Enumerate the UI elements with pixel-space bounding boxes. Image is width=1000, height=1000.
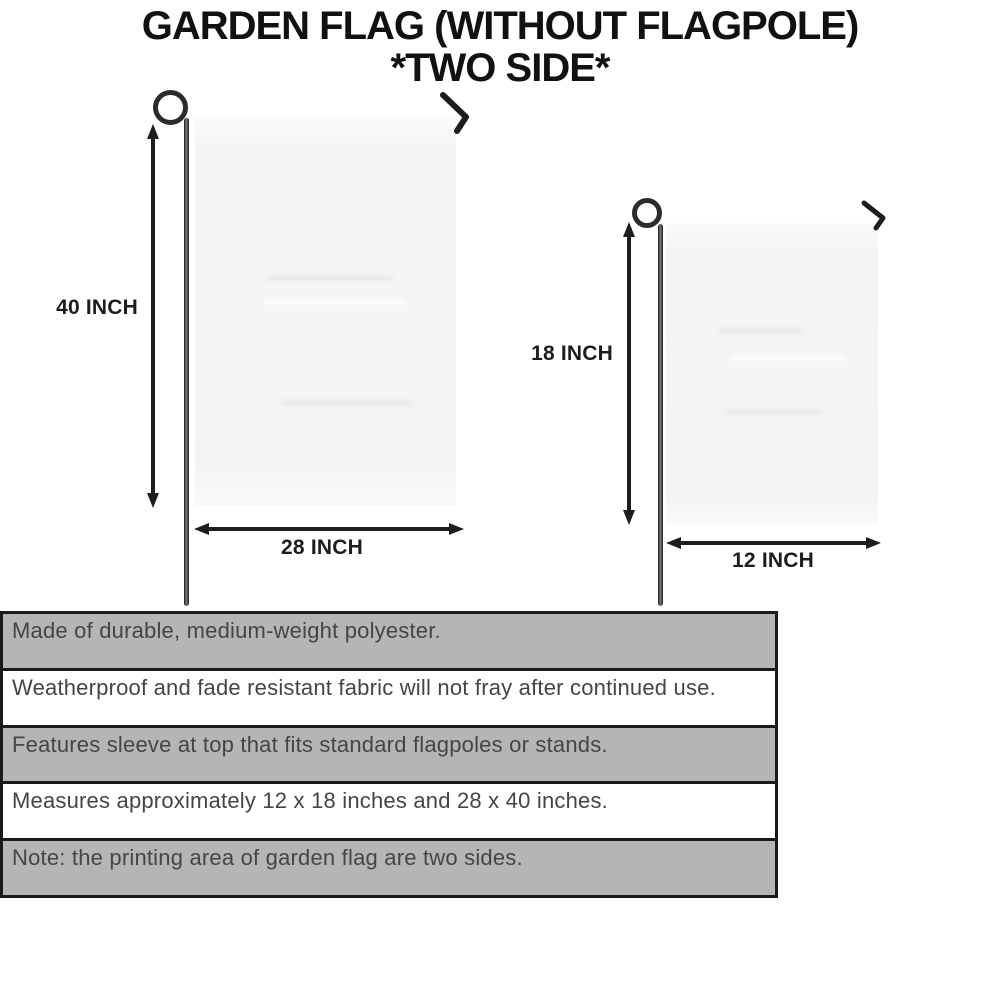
small-flag-fabric	[666, 223, 878, 525]
small-flag-pole	[658, 224, 663, 606]
small-flag-width-label: 12 INCH	[732, 549, 814, 572]
small-flag-width-arrow	[666, 537, 881, 549]
large-flag-width-arrow	[194, 523, 464, 535]
large-flag-width-label: 28 INCH	[281, 536, 363, 559]
small-flag-height-label: 18 INCH	[531, 342, 613, 365]
large-flag-height-label: 40 INCH	[56, 296, 138, 319]
fabric-fold	[281, 401, 412, 405]
feature-row: Measures approximately 12 x 18 inches and 28 x 40 inches.	[3, 784, 775, 841]
small-flag-height-arrow	[623, 222, 635, 525]
title-line-2: *TWO SIDE*	[390, 46, 610, 90]
large-flag-pole-loop	[153, 90, 188, 125]
feature-row: Features sleeve at top that fits standard flagpoles or stands.	[3, 728, 775, 785]
fabric-fold	[268, 276, 393, 280]
fabric-fold	[263, 300, 407, 304]
fabric-fold	[730, 356, 847, 360]
fabric-fold	[725, 410, 820, 414]
feature-row: Made of durable, medium-weight polyester.	[3, 614, 775, 671]
large-flag-height-arrow	[147, 124, 159, 508]
features-list	[0, 611, 778, 898]
title-line-1: GARDEN FLAG (WITHOUT FLAGPOLE)	[141, 4, 859, 48]
feature-row: Note: the printing area of garden flag are two sides.	[3, 841, 775, 895]
small-flag-pole-loop	[632, 198, 662, 228]
large-flag-pole	[184, 118, 189, 606]
feature-row: Weatherproof and fade resistant fabric will not fray after continued use.	[3, 671, 775, 728]
page-title	[0, 5, 1000, 89]
fabric-fold	[719, 329, 804, 333]
large-flag-fabric	[195, 117, 456, 506]
